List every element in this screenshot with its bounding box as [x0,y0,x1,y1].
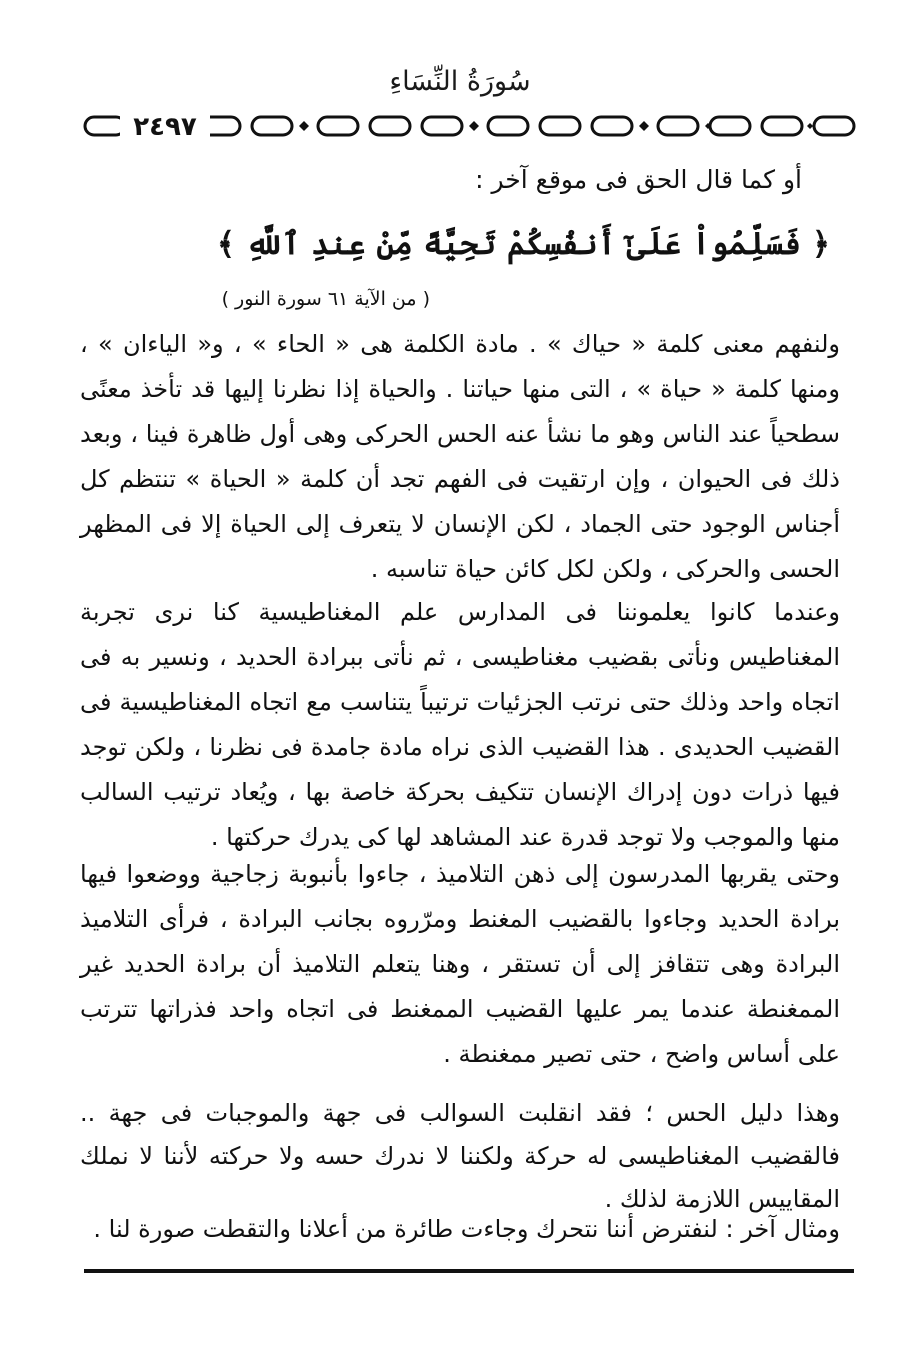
paragraph-3: وحتى يقربها المدرسون إلى ذهن التلاميذ ، جاءوا بأنبوبة زجاجية ووضعوا فيها برادة الحديد وجاءوا بالقضيب المغنط ومرّروه بجانب البرادة ، فرأى التلاميذ البرادة وهى تتقافز إلى أن تستقر ، وهنا يتعلم التلاميذ أن برادة الحديد غير الممغنطة عندما يمر عليها القضيب الممغنط فى اتجاه واحد فذراتها تترتب على أساس واضح ، حتى تصير ممغنطة . [80,860,840,1068]
paragraph-1: ولنفهم معنى كلمة « حياك » . مادة الكلمة هى « الحاء » ، و« الياءان » ، ومنها كلمة « حياة » ، التى منها حياتنا . والحياة إذا نظرنا إليها قد تأخذ معنًى سطحياً عند الناس وهو ما نشأ عنه الحس الحركى وهى أول ظاهرة فينا ، وبعد ذلك فى الحيوان ، وإن ارتقيت فى الفهم تجد أن كلمة « الحياة » تنتظم كل أجناس الوجود حتى الجماد ، لكن الإنسان لا يتعرف إلى الحياة إلا فى المظهر الحسى والحركى ، ولكن لكل كائن حياة تناسبه . [80,330,840,583]
paragraph-5: ومثال آخر : لنفترض أننا نتحرك وجاءت طائرة من أعلانا والتقطت صورة لنا . [93,1215,840,1243]
footer-rule [84,1269,854,1273]
quran-verse: ﴿ فَسَلِّمُواْ عَلَىٰٓ أَنفُسِكُمْ تَحِيَّةً مِّنْ عِندِ ٱللَّهِ ﴾ [216,226,830,262]
page-number: ٢٤٩٧ [120,112,210,142]
paragraph-2: وعندما كانوا يعلموننا فى المدارس علم المغناطيسية كنا نرى تجربة المغناطيس ونأتى بقضيب مغناطيسى ، ثم نأتى ببرادة الحديد ، ونسير به فى اتجاه واحد وذلك حتى نرتب الجزئيات ترتيباً يتناسب مع اتجاه المغناطيسية فى القضيب الحديدى . هذا القضيب الذى نراه مادة جامدة فى نظرنا ، ولكن توجد فيها ذرات دون إدراك الإنسان تتكيف بحركة خاصة بها ، ويُعاد ترتيب السالب منها والموجب ولا توجد قدرة عند المشاهد لها كى يدرك حركتها . [80,598,840,851]
surah-title: سُورَةُ النِّسَاءِ [389,66,531,97]
paragraph-4: وهذا دليل الحس ؛ فقد انقلبت السوالب فى جهة والموجبات فى جهة .. فالقضيب المغناطيسى له حركة ولكننا لا ندرك حسه ولا حركته لأننا لا نملك المقاييس اللازمة لذلك . [80,1099,840,1213]
intro-line: أو كما قال الحق فى موقع آخر : [475,165,802,194]
verse-citation: ( من الآية ٦١ سورة النور ) [221,288,430,310]
